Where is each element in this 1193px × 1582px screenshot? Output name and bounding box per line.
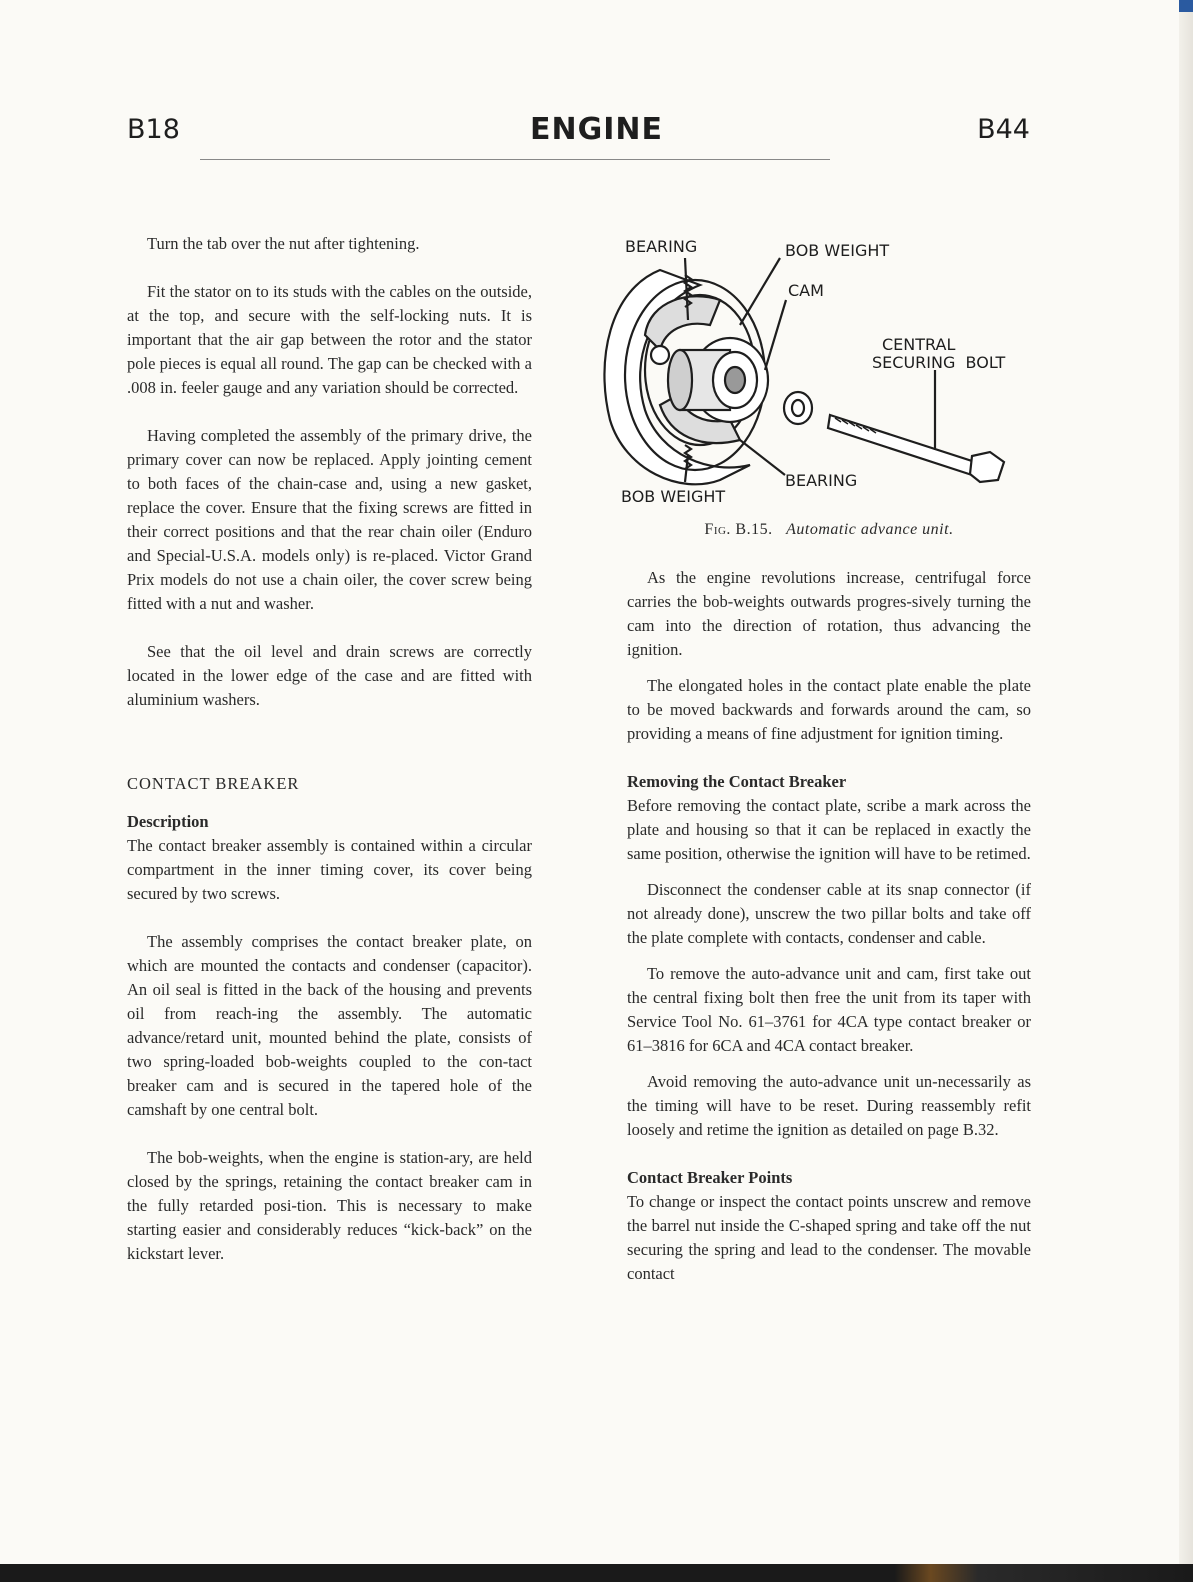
paragraph: Avoid removing the auto-advance unit un-necessarily as the timing will have to be reset. During reassembly refit loosely and retime the ignition as detailed on page B.32. bbox=[627, 1072, 1031, 1139]
page-number: B44 bbox=[977, 114, 1030, 145]
paragraph: Turn the tab over the nut after tightening. bbox=[147, 234, 420, 253]
figure-label-bearing-bottom: BEARING bbox=[785, 471, 858, 490]
subsection-heading: Removing the Contact Breaker bbox=[627, 772, 847, 791]
figure-number: Fig. B.15. bbox=[704, 521, 773, 538]
paragraph: Before removing the contact plate, scribe a mark across the plate and housing so that it can be replaced in exactly the same position, otherwise the ignition will have to be retimed. bbox=[627, 796, 1031, 863]
figure-caption bbox=[627, 521, 1031, 539]
paragraph: Fit the stator on to its studs with the cables on the outside, at the top, and secure with the self-locking nuts. It is important that the air gap between the rotor and the stator pole pieces is equal all round. The gap can be checked with a .008 in. feeler gauge and any variation should be corrected. bbox=[127, 282, 532, 397]
paragraph: To remove the auto-advance unit and cam, first take out the central fixing bolt then free the unit from its taper with Service Tool No. 61–3761 for 4CA type contact breaker or 61–3816 for 6CA and 4CA contact breaker. bbox=[627, 964, 1031, 1055]
figure-title: Automatic advance unit. bbox=[786, 521, 954, 538]
figure-label-securing-bolt: SECURING BOLT bbox=[872, 353, 1006, 372]
right-column bbox=[627, 566, 1031, 1286]
automatic-advance-unit-diagram bbox=[590, 230, 1040, 515]
left-column bbox=[127, 232, 532, 1266]
section-heading: CONTACT BREAKER bbox=[127, 774, 300, 793]
paragraph: Having completed the assembly of the primary drive, the primary cover can now be replaced. Apply jointing cement to both faces of the chain-case and, using a new gasket, replace the cover. Ensure that the fixing screws are fitted in their correct positions and that the rear chain oiler (Enduro and Special-U.S.A. models only) is re-placed. Victor Grand Prix models do not use a chain oiler, the cover screw being fitted with a nut and washer. bbox=[127, 426, 532, 613]
figure-label-bob-weight-top: BOB WEIGHT bbox=[785, 241, 890, 260]
page-title: ENGINE bbox=[530, 112, 663, 147]
figure-label-bearing-top: BEARING bbox=[625, 237, 698, 256]
paragraph: To change or inspect the contact points unscrew and remove the barrel nut inside the C-shaped spring and take off the nut securing the spring and lead to the condenser. The movable contact bbox=[627, 1192, 1031, 1283]
figure-label-bob-weight-bottom: BOB WEIGHT bbox=[621, 487, 726, 506]
subsection-heading: Description bbox=[127, 812, 209, 831]
paragraph: The contact breaker assembly is contained within a circular compartment in the inner timing cover, its cover being secured by two screws. bbox=[127, 836, 532, 903]
paragraph: Disconnect the condenser cable at its snap connector (if not already done), unscrew the two pillar bolts and take off the plate complete with contacts, condenser and cable. bbox=[627, 880, 1031, 947]
page-edge-mark bbox=[1179, 0, 1193, 12]
page-edge-bottom bbox=[0, 1564, 1193, 1582]
page-edge-right bbox=[1179, 0, 1193, 1582]
paragraph: See that the oil level and drain screws are correctly located in the lower edge of the case and are fitted with aluminium washers. bbox=[127, 642, 532, 709]
paragraph: As the engine revolutions increase, centrifugal force carries the bob-weights outwards progres-sively turning the cam into the direction of rotation, thus advancing the ignition. bbox=[627, 568, 1031, 659]
paragraph: The bob-weights, when the engine is station-ary, are held closed by the springs, retaining the contact breaker cam in the fully retarded posi-tion. This is necessary to make starting easier and considerably reduces “kick-back” on the kickstart lever. bbox=[127, 1148, 532, 1263]
header-rule bbox=[200, 159, 830, 160]
paragraph: The elongated holes in the contact plate enable the plate to be moved backwards and forwards around the cam, so providing a means of fine adjustment for ignition timing. bbox=[627, 676, 1031, 743]
figure-label-central: CENTRAL bbox=[882, 335, 956, 354]
central-securing-bolt bbox=[828, 415, 975, 475]
figure-label-cam: CAM bbox=[788, 281, 824, 300]
paragraph: The assembly comprises the contact breaker plate, on which are mounted the contacts and condenser (capacitor). An oil seal is fitted in the back of the housing and prevents oil from reach-ing the assembly. The automatic advance/retard unit, mounted behind the plate, consists of two spring-loaded bob-weights coupled to the con-tact breaker cam and is secured in the tapered hole of the camshaft by one central bolt. bbox=[127, 932, 532, 1119]
subsection-heading: Contact Breaker Points bbox=[627, 1168, 793, 1187]
section-code: B18 bbox=[127, 114, 180, 145]
